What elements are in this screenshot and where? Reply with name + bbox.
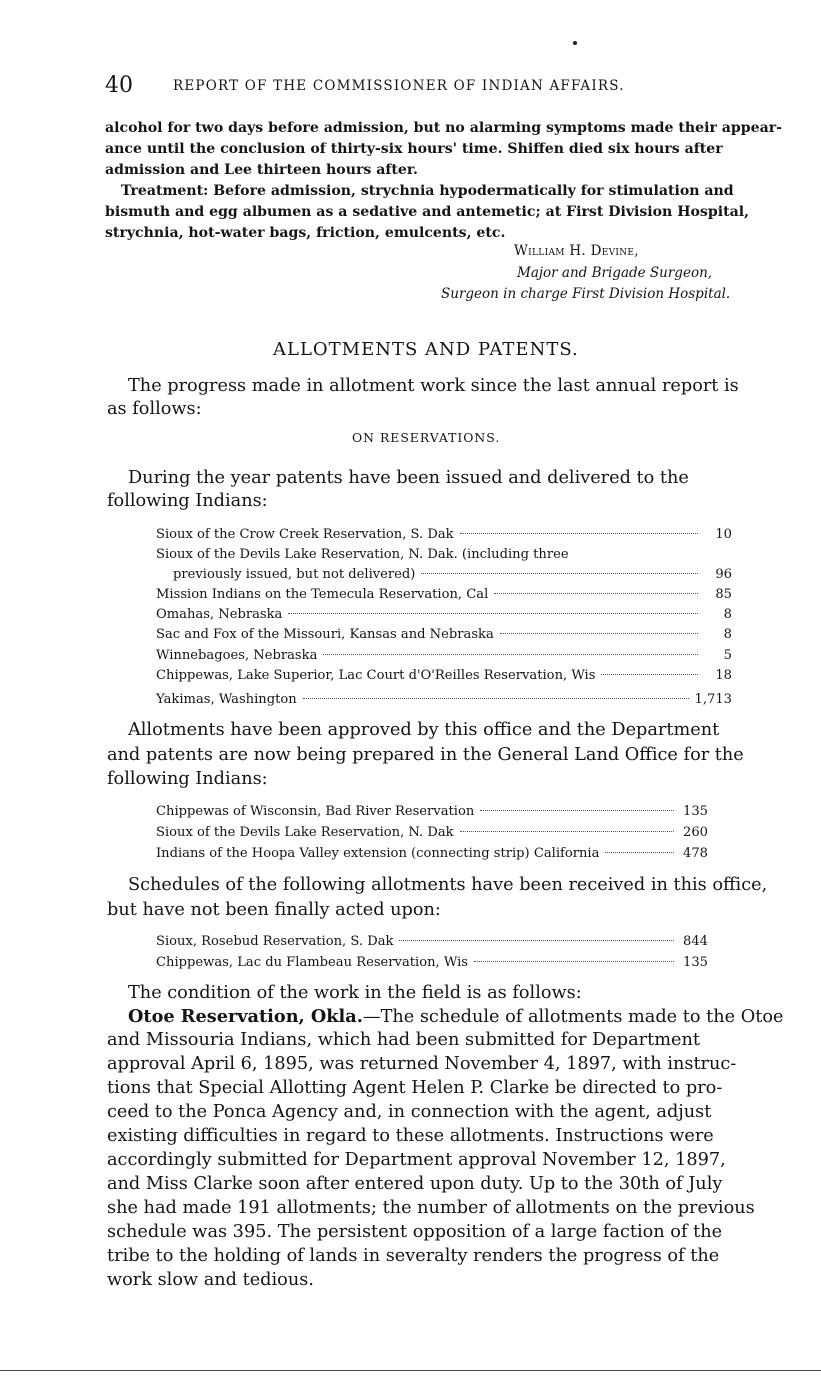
- list-item-label: Winnebagoes, Nebraska: [156, 648, 318, 663]
- list-item: [156, 825, 708, 840]
- text-line: and patents are now being prepared in the General Land Office for the: [107, 745, 744, 765]
- list-item: [156, 648, 732, 663]
- list-item: [156, 934, 708, 949]
- list-item-value: 135: [683, 955, 708, 970]
- list-item-value: 478: [683, 846, 708, 861]
- leader-dots: [288, 613, 698, 614]
- text-run: —The schedule of allotments made to the Otoe: [362, 1007, 784, 1027]
- text-line: ceed to the Ponca Agency and, in connection with the agent, adjust: [107, 1102, 712, 1122]
- text-line: The condition of the work in the field is as follows:: [128, 983, 582, 1003]
- text-line: approval April 6, 1895, was returned November 4, 1897, with instruc-: [107, 1054, 737, 1074]
- text-line: Treatment: Before admission, strychnia hypodermatically for stimulation and: [121, 183, 734, 199]
- text-line: Allotments have been approved by this office and the Department: [128, 720, 720, 740]
- text-line: The progress made in allotment work since the last annual report is: [128, 376, 739, 396]
- list-item-label: Indians of the Hoopa Valley extension (connecting strip) California: [156, 846, 600, 861]
- leader-dots: [421, 573, 698, 574]
- list-item: [156, 692, 732, 707]
- list-item: [156, 607, 732, 622]
- list-item-label: Chippewas, Lac du Flambeau Reservation, Wis: [156, 955, 468, 970]
- list-item-value: 18: [715, 668, 732, 683]
- leader-dots: [323, 654, 698, 655]
- text-line: but have not been finally acted upon:: [107, 900, 441, 920]
- leader-dots: [460, 831, 674, 832]
- list-item: [156, 587, 732, 602]
- text-line: existing difficulties in regard to these allotments. Instructions were: [107, 1126, 714, 1146]
- list-item-label: Sioux, Rosebud Reservation, S. Dak: [156, 934, 394, 949]
- list-item: [156, 627, 732, 642]
- list-item: [173, 567, 732, 582]
- text-line: During the year patents have been issued and delivered to the: [128, 468, 689, 488]
- list-item-value: 135: [683, 804, 708, 819]
- text-line: schedule was 395. The persistent opposition of a large faction of the: [107, 1222, 723, 1242]
- leader-dots: [601, 674, 698, 675]
- leader-dots: [605, 852, 674, 853]
- signature-title: Major and Brigade Surgeon,: [517, 265, 713, 281]
- text-line: following Indians:: [107, 491, 268, 511]
- list-item-value: 96: [715, 567, 732, 582]
- list-item-value: 8: [723, 627, 732, 642]
- text-line: ance until the conclusion of thirty-six hours' time. Shiffen died six hours after: [105, 141, 723, 157]
- leader-dots: [500, 633, 698, 634]
- signature-name: William H. Devine,: [514, 243, 639, 259]
- list-item-label: previously issued, but not delivered): [173, 567, 416, 582]
- text-line: as follows:: [107, 399, 202, 419]
- section-title: ALLOTMENTS AND PATENTS.: [273, 339, 579, 360]
- list-item-value: 85: [715, 587, 732, 602]
- text-line: admission and Lee thirteen hours after.: [105, 162, 418, 178]
- list-item: [156, 547, 732, 562]
- text-line: and Missouria Indians, which had been submitted for Department: [107, 1030, 700, 1050]
- text-line: and Miss Clarke soon after entered upon duty. Up to the 30th of July: [107, 1174, 723, 1194]
- list-item: [156, 668, 732, 683]
- list-item-value: 10: [715, 527, 732, 542]
- text-line: accordingly submitted for Department approval November 12, 1897,: [107, 1150, 726, 1170]
- otoe-heading: Otoe Reservation, Okla.: [128, 1006, 363, 1027]
- running-title: REPORT OF THE COMMISSIONER OF INDIAN AFFAIRS.: [173, 78, 625, 94]
- leader-dots: [480, 810, 674, 811]
- list-item-label: Sioux of the Devils Lake Reservation, N. Dak: [156, 825, 454, 840]
- leader-dots: [460, 533, 698, 534]
- list-item-value: 8: [723, 607, 732, 622]
- text-line: bismuth and egg albumen as a sedative and antemetic; at First Division Hospital,: [105, 204, 749, 220]
- list-item: [156, 527, 732, 542]
- page-bottom-edge: [0, 1370, 821, 1381]
- list-item-label: Omahas, Nebraska: [156, 607, 283, 622]
- subheading: ON RESERVATIONS.: [352, 430, 501, 445]
- text-line: work slow and tedious.: [107, 1270, 314, 1290]
- text-line: she had made 191 allotments; the number of allotments on the previous: [107, 1198, 755, 1218]
- list-item-value: 844: [683, 934, 708, 949]
- leader-dots: [494, 593, 698, 594]
- text-line: tions that Special Allotting Agent Helen P. Clarke be directed to pro-: [107, 1078, 723, 1098]
- leader-dots: [303, 698, 689, 699]
- otoe-first-line: [128, 1006, 783, 1027]
- list-item-value: 260: [683, 825, 708, 840]
- list-item-label: Sac and Fox of the Missouri, Kansas and Nebraska: [156, 627, 494, 642]
- list-item-label: Chippewas, Lake Superior, Lac Court d'O'Reilles Reservation, Wis: [156, 668, 596, 683]
- list-item-value: 1,713: [694, 692, 732, 707]
- signature-position: Surgeon in charge First Division Hospital.: [441, 286, 731, 302]
- list-item: [156, 846, 708, 861]
- list-item: [156, 804, 708, 819]
- list-item: [156, 955, 708, 970]
- leader-dots: [474, 961, 674, 962]
- text-line: Schedules of the following allotments have been received in this office,: [128, 875, 768, 895]
- list-item-label: Yakimas, Washington: [156, 692, 297, 707]
- ink-speck: [573, 41, 577, 45]
- text-line: following Indians:: [107, 769, 268, 789]
- list-item-label: Sioux of the Devils Lake Reservation, N. Dak. (including three: [156, 547, 569, 562]
- list-item-value: 5: [723, 648, 732, 663]
- leader-dots: [399, 940, 674, 941]
- text-line: alcohol for two days before admission, but no alarming symptoms made their appear-: [105, 120, 783, 136]
- list-item-label: Sioux of the Crow Creek Reservation, S. Dak: [156, 527, 454, 542]
- text-line: strychnia, hot-water bags, friction, emulcents, etc.: [105, 225, 506, 241]
- text-line: tribe to the holding of lands in severalty renders the progress of the: [107, 1246, 720, 1266]
- list-item-label: Chippewas of Wisconsin, Bad River Reservation: [156, 804, 475, 819]
- list-item-label: Mission Indians on the Temecula Reservation, Cal: [156, 587, 489, 602]
- page-number: 40: [105, 73, 133, 98]
